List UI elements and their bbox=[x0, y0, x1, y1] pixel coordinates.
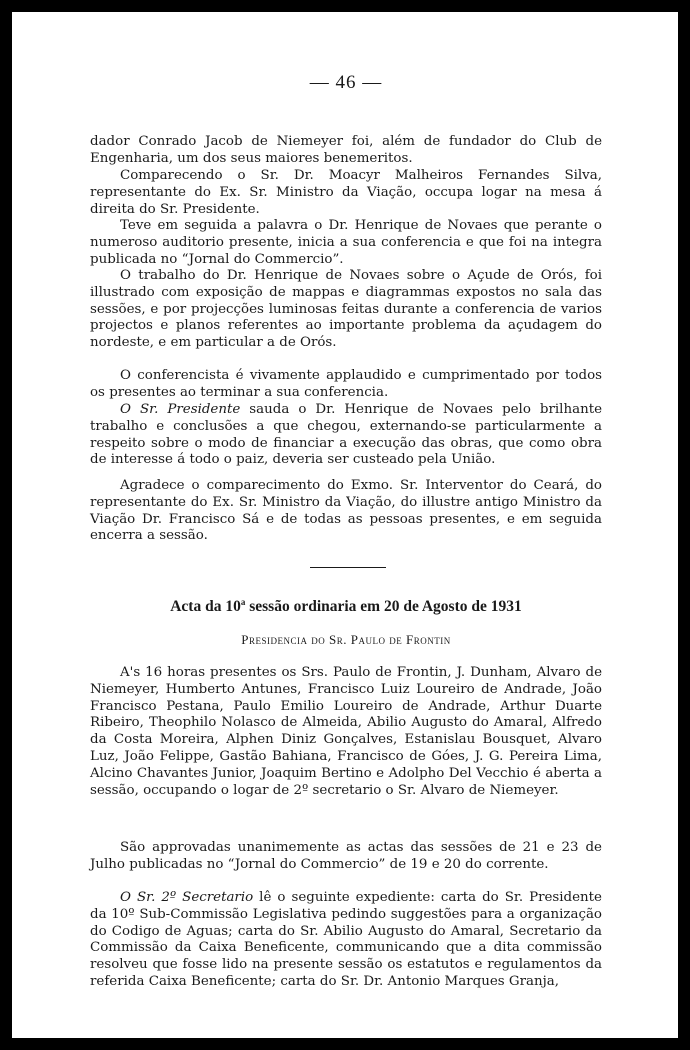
paragraph-closing: Agradece o comparecimento do Exmo. Sr. Interventor do Ceará, do representante do Ex. Sr. Ministro da Viação, do illustre antigo Ministro da Viação Dr. Francisco Sá e de todas as pessoas presentes, e em seguida encerra a sessão. bbox=[90, 478, 602, 544]
paragraph-minutes-approval: São approvadas unanimemente as actas das sessões de 21 e 23 de Julho publicadas no “Jornal do Commercio” de 19 e 20 do corrente. bbox=[90, 840, 602, 872]
paragraph-president-greeting bbox=[90, 402, 602, 469]
speaker-name: O Sr. Presidente bbox=[120, 402, 241, 417]
paragraph-attendance: Comparecendo o Sr. Dr. Moacyr Malheiros Fernandes Silva, representante do Ex. Sr. Ministro da Viação, occupa logar na mesa á direita do Sr. Presidente. bbox=[90, 168, 602, 217]
page-number: — 46 — bbox=[309, 72, 383, 93]
paragraph-opening-attendees: A's 16 horas presentes os Srs. Paulo de Frontin, J. Dunham, Alvaro de Niemeyer, Humberto Antunes, Francisco Luiz Loureiro de Andrade, João Francisco Pestana, Paulo Emilio Loureiro de Andrade, Arthur Duarte Ribeiro, Theophilo Nolasco de Almeida, Abilio Augusto do Amaral, Alfredo da Costa Moreira, Alphen Diniz Gonçalves, Estanislau Bousquet, Alvaro Luz, João Felippe, Gastão Bahiana, Francisco de Góes, J. G. Pereira Lima, Alcino Chavantes Junior, Joaquim Bertino e Adolpho Del Vecchio é aberta a sessão, occupando o logar de 2º secretario o Sr. Alvaro de Niemeyer. bbox=[90, 665, 602, 798]
section-title: Acta da 10$^a$ sessão ordinaria em 20 de Agosto de 1931 bbox=[170, 597, 522, 616]
paragraph-correspondence bbox=[90, 890, 602, 991]
scanned-page bbox=[12, 12, 678, 1038]
greeting-text: sauda o Dr. Henrique de Novaes pelo brilhante trabalho e conclusões a que chegou, externando-se particularmente a respeito sobre o modo de financiar a execução das obras, que como obra de interesse á todo o paiz, deveria ser custeado pela União. bbox=[90, 402, 602, 468]
paragraph-oros-work: O trabalho do Dr. Henrique de Novaes sobre o Açude de Orós, foi illustrado com exposição de mappas e diagrammas expostos no sala das sessões, e por projecções luminosas feitas durante a conferencia de varios projectos e planos referentes ao importante problema da açudagem do nordeste, e em particular a de Orós. bbox=[90, 268, 602, 351]
section-divider bbox=[310, 567, 386, 568]
paragraph-applause: O conferencista é vivamente applaudido e cumprimentado por todos os presentes ao terminar a sua conferencia. bbox=[90, 368, 602, 400]
presidency-line: Presidencia do Sr. Paulo de Frontin bbox=[241, 632, 451, 647]
paragraph-conference-start: Teve em seguida a palavra o Dr. Henrique de Novaes que perante o numeroso auditorio presente, inicia a sua conferencia e que foi na integra publicada no “Jornal do Commercio”. bbox=[90, 218, 602, 267]
correspondence-text: lê o seguinte expediente: carta do Sr. Presidente da 10º Sub-Commissão Legislativa pedindo suggestões para a organização do Codigo de Aguas; carta do Sr. Abilio Augusto do Amaral, Secretario da Commissão da Caixa Beneficente, communicando que a dita commissão resolveu que fosse lido na presente sessão os estatutos e regulamentos da referida Caixa Beneficente; carta do Sr. Dr. Antonio Marques Granja, bbox=[90, 890, 602, 989]
secretary-name: O Sr. 2º Secretario bbox=[120, 890, 254, 905]
paragraph-founder: dador Conrado Jacob de Niemeyer foi, além de fundador do Club de Engenharia, um dos seus maiores benemeritos. bbox=[90, 134, 602, 166]
